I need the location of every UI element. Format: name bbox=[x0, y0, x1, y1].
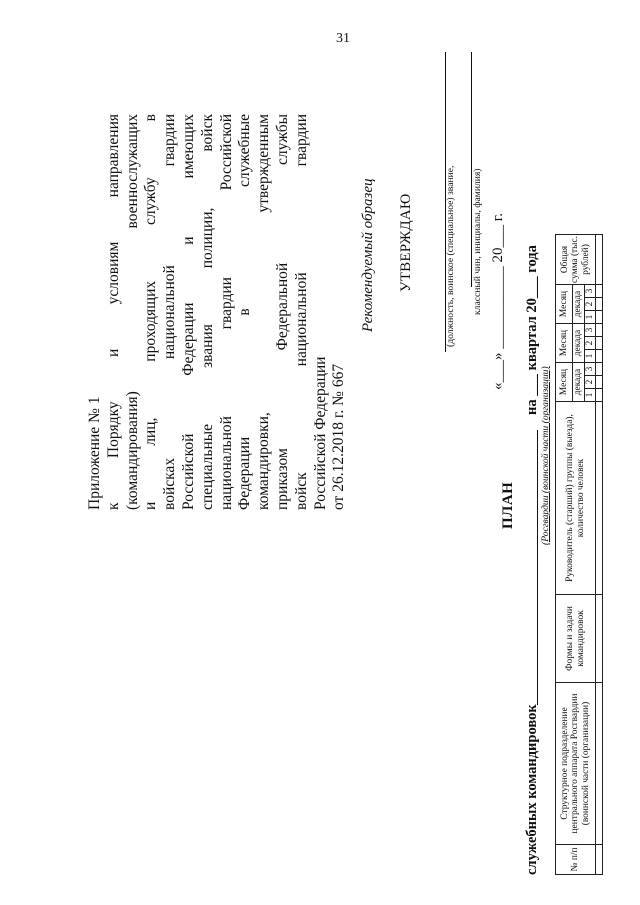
table-cell bbox=[596, 389, 603, 402]
appendix-line: Федерации в служебные bbox=[236, 114, 254, 510]
header-decade: декада bbox=[573, 324, 585, 363]
appendix-header bbox=[86, 114, 349, 510]
decade-number: 2 bbox=[584, 376, 596, 389]
approval-date: «___» ___________ 20___ г. bbox=[490, 213, 506, 390]
decade-number: 1 bbox=[584, 350, 596, 363]
position-caption: (должность, воинское (специальное) звание, bbox=[445, 165, 456, 347]
header-decade: декада bbox=[573, 363, 585, 402]
header-month: Месяц bbox=[556, 285, 573, 324]
table-cell bbox=[596, 350, 603, 363]
header-decade: декада bbox=[573, 285, 585, 324]
decade-number: 1 bbox=[584, 311, 596, 324]
header-forms: Формы и задачи командировок bbox=[556, 595, 596, 683]
table-cell bbox=[596, 285, 603, 298]
table-cell bbox=[596, 235, 603, 285]
header-group-head: Руководитель (старший) группы (выезда), количество человек bbox=[556, 402, 596, 595]
decade-number: 1 bbox=[584, 389, 596, 402]
appendix-line: национальной гвардии Российской bbox=[217, 114, 235, 510]
table-cell bbox=[596, 311, 603, 324]
table-cell bbox=[596, 298, 603, 311]
appendix-line: от 26.12.2018 г. № 667 bbox=[330, 363, 348, 510]
rank-caption: классный чин, инициалы, фамилия) bbox=[472, 168, 483, 315]
table-cell bbox=[596, 402, 603, 595]
decade-number: 3 bbox=[584, 363, 596, 376]
appendix-line: специальные звания полиции, войск bbox=[198, 114, 216, 510]
appendix-line: и лиц, проходящих службу в bbox=[142, 114, 160, 510]
header-number: № п/п bbox=[556, 845, 596, 875]
appendix-line: войсках национальной гвардии bbox=[161, 114, 179, 510]
appendix-line: командировки, утвержденным bbox=[255, 114, 273, 510]
appendix-line: Приложение № 1 bbox=[86, 396, 103, 510]
appendix-line: (командирования) военнослужащих bbox=[123, 114, 141, 510]
plan-title: ПЛАН bbox=[500, 481, 516, 529]
table-row bbox=[596, 235, 603, 875]
decade-number: 2 bbox=[584, 337, 596, 350]
table-cell bbox=[596, 363, 603, 376]
table-cell bbox=[596, 845, 603, 875]
plan-table bbox=[555, 234, 603, 875]
table-cell bbox=[596, 683, 603, 845]
page-number: 31 bbox=[336, 31, 350, 46]
table-cell bbox=[596, 337, 603, 350]
decade-number: 3 bbox=[584, 324, 596, 337]
rotated-document-body bbox=[20, 45, 600, 875]
approve-label: УТВЕРЖДАЮ bbox=[398, 193, 414, 292]
appendix-line: к Порядку и условиям направления bbox=[104, 114, 122, 510]
table-cell bbox=[596, 376, 603, 389]
organization-caption: (Росгвардии (воинской части (организации) bbox=[540, 366, 551, 545]
table-cell bbox=[596, 324, 603, 337]
header-unit: Структурное подразделение центрального аппарата Росгвардии (воинской части (организации) bbox=[556, 683, 596, 845]
organization-fill-line bbox=[537, 430, 538, 705]
table-cell bbox=[596, 595, 603, 683]
header-month: Месяц bbox=[556, 324, 573, 363]
decade-number: 2 bbox=[584, 298, 596, 311]
appendix-line: Российской Федерации и имеющих bbox=[179, 114, 197, 510]
trips-label: служебных командировок bbox=[524, 704, 540, 875]
sample-label: Рекомендуемый образец bbox=[360, 178, 376, 332]
appendix-line: войск национальной гвардии bbox=[292, 114, 310, 510]
appendix-line: Российской Федерации bbox=[311, 356, 329, 510]
header-total: Общая сумма (тыс. рублей) bbox=[556, 235, 596, 285]
decade-number: 3 bbox=[584, 285, 596, 298]
header-month: Месяц bbox=[556, 363, 573, 402]
quarter-line: на ___ квартал 20___ года bbox=[524, 245, 540, 415]
appendix-line: приказом Федеральной службы bbox=[273, 114, 291, 510]
